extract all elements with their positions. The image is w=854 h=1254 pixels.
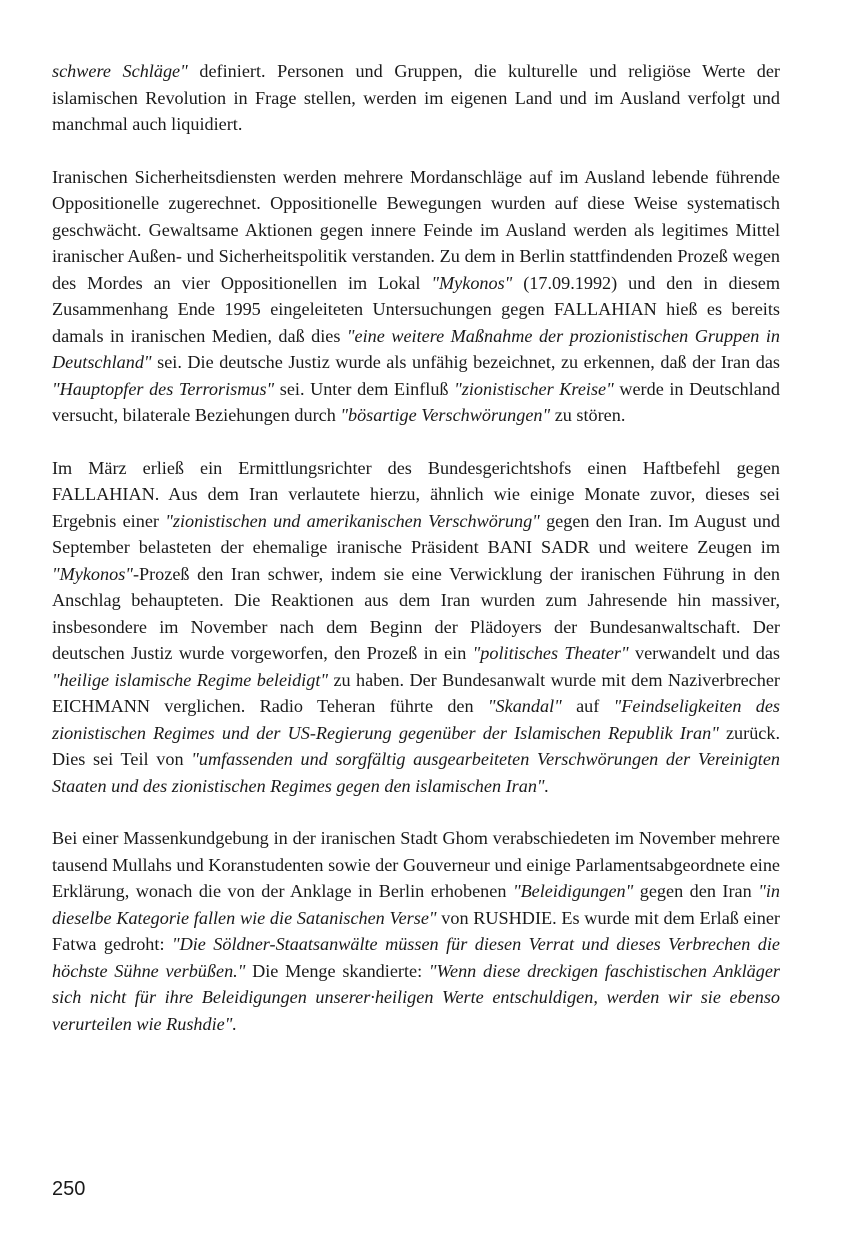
quoted-italic-text: "umfassenden und sorgfältig ausgearbeiteten Verschwörungen der Vereinigten Staaten und des zionistischen Regimes gegen den islamischen Iran". <box>52 749 781 796</box>
paragraph-2 <box>52 164 780 429</box>
body-text: zurück. Dies sei Teil von <box>52 722 781 769</box>
quoted-italic-text: "Feindseligkeiten des zionistischen Regimes und der US-Regierung gegenüber der Islamischen Republik Iran" <box>52 696 780 743</box>
quoted-italic-text: "Beleidigungen" <box>512 881 634 901</box>
body-text: Im März erließ ein Ermittlungsrichter des Bundesgerichtshofs einen Haftbefehl gegen FALLAHIAN. Aus dem Iran verlautete hierzu, ähnlich wie einige Monate zuvor, dieses sei Ergebnis einer <box>52 457 780 531</box>
body-text: Bei einer Massenkundgebung in der iranischen Stadt Ghom verabschiedeten im November mehrere tausend Mullahs und Koranstudenten sowie der Gouverneur und einige Parlamentsabgeordnete eine Erklärung, wonach die von der Anklage in Berlin erhobenen <box>52 828 780 901</box>
body-text: auf <box>561 696 614 716</box>
paragraph-4 <box>52 825 780 1037</box>
quoted-italic-text: "Skandal" <box>487 696 562 716</box>
quoted-italic-text: "in dieselbe Kategorie fallen wie die Satanischen Verse" <box>52 881 780 928</box>
quoted-italic-text: "bösartige Verschwörungen" <box>340 405 551 425</box>
quoted-italic-text: "politisches Theater" <box>472 643 629 663</box>
body-text: werde in Deutschland versucht, bilaterale Beziehungen durch <box>52 378 780 425</box>
body-text: zu haben. Der Bundesanwalt wurde mit dem Naziverbrecher EICHMANN verglichen. Radio Teheran führte den <box>52 669 780 716</box>
quoted-italic-text: "zionistischer Kreise" <box>454 378 614 399</box>
paragraph-1 <box>52 58 780 138</box>
quoted-italic-text: "zionistischen und amerikanischen Verschwörung" <box>165 510 540 531</box>
quoted-italic-text: "Mykonos" <box>431 272 513 293</box>
quoted-italic-text: "Wenn diese dreckigen faschistischen Ankläger sich nicht für ihre Beleidigungen unserer·heiligen Werte entschuldigen, werden wir sie ebenso verurteilen wie Rushdie". <box>52 960 780 1034</box>
body-text: definiert. Personen und Gruppen, die kulturelle und religiöse Werte der islamischen Revolution in Frage stellen, werden im eigenen Land und im Ausland verfolgt und manchmal auch liquidiert. <box>52 61 780 134</box>
quoted-italic-text: "Mykonos" <box>52 563 133 584</box>
body-text: Iranischen Sicherheitsdiensten werden mehrere Mordanschläge auf im Ausland lebende führende Oppositionelle zugerechnet. Oppositionelle Bewegungen wurden auf diese Weise systematisch geschwächt. Gewaltsame Aktionen gegen innere Feinde im Ausland werden als legitimes Mittel iranischer Außen- und Sicherheitspolitik verstanden. Zu dem in Berlin stattfindenden Prozeß wegen des Mordes an vier Oppositionellen im Lokal <box>52 166 780 293</box>
body-text: (17.09.1992) und den in diesem Zusammenhang Ende 1995 eingeleiteten Untersuchungen gegen FALLAHIAN hieß es bereits damals in iranischen Medien, daß dies <box>52 272 781 346</box>
body-text: sei. Die deutsche Justiz wurde als unfähig bezeichnet, zu erkennen, daß der Iran das <box>151 352 780 372</box>
body-text: zu stören. <box>550 405 626 425</box>
body-text: von RUSHDIE. Es wurde mit dem Erlaß einer Fatwa gedroht: <box>52 907 780 954</box>
body-text: Die Menge skandierte: <box>245 960 429 981</box>
body-text: gegen den Iran <box>633 881 759 901</box>
page-number: 250 <box>52 1178 86 1200</box>
quoted-italic-text: "Hauptopfer des Terrorismus" <box>52 378 275 399</box>
body-text: sei. Unter dem Einfluß <box>274 378 455 399</box>
quoted-italic-text: "eine weitere Maßnahme der prozionistischen Gruppen in Deutschland" <box>52 325 780 372</box>
quoted-italic-text: "heilige islamische Regime beleidigt" <box>52 669 329 690</box>
quoted-italic-text: "Die Söldner-Staatsanwälte müssen für diesen Verrat und dieses Verbrechen die höchste Sühne verbüßen." <box>52 934 780 981</box>
paragraph-3 <box>52 455 780 800</box>
page-body <box>52 58 780 1063</box>
quoted-italic-text: schwere Schläge" <box>52 61 188 81</box>
body-text: gegen den Iran. Im August und September belasteten der ehemalige iranische Präsident BANI SADR und weitere Zeugen im <box>52 510 781 557</box>
body-text: -Prozeß den Iran schwer, indem sie eine Verwicklung der iranischen Führung in den Anschlag behaupteten. Die Reaktionen aus dem Iran wurden zum Jahresende hin massiver, insbesondere im November nach dem Beginn der Plädoyers der Bundesanwaltschaft. Der deutschen Justiz wurde vorgeworfen, den Prozeß in ein <box>52 563 780 663</box>
body-text: verwandelt und das <box>628 643 780 663</box>
